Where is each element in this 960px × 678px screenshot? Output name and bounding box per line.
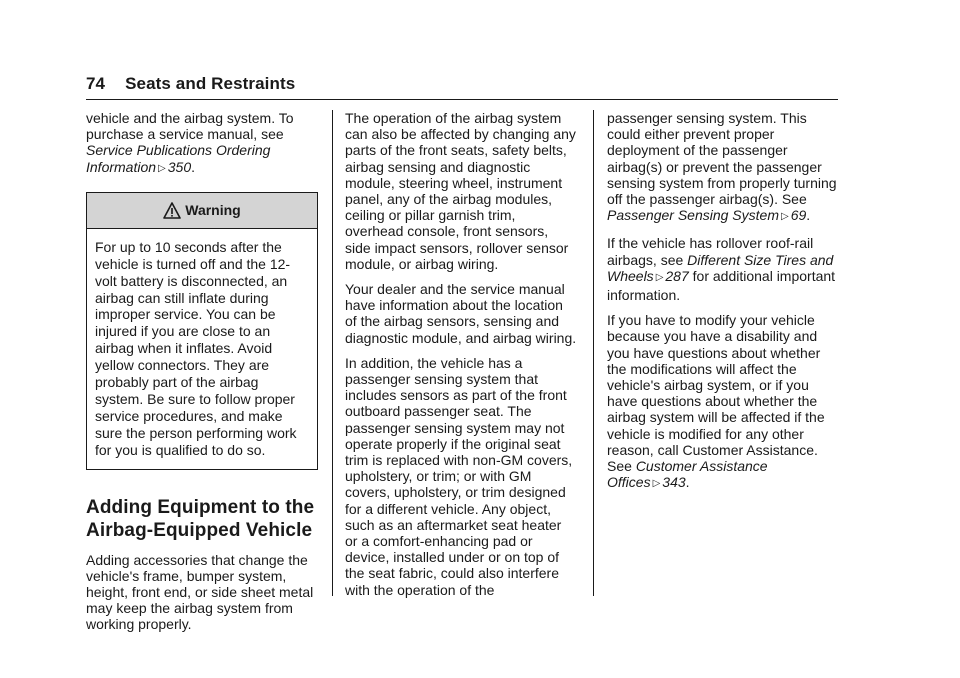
page-reference-arrow-icon: ▷: [652, 478, 661, 490]
warning-box: [86, 192, 318, 470]
cross-reference-page[interactable]: 69: [790, 207, 807, 224]
paragraph-text: If you have to modify your vehicle because you have a disability and you have questions about whether the modifications will affect the vehicle's airbag system, or if you have questions about whether the airbag system will be affected if the vehicle is modified for any other reason, call Customer Assistance. See: [607, 312, 825, 475]
paragraph-text: for additional important information.: [607, 267, 836, 304]
cross-reference-link[interactable]: Passenger Sensing System: [607, 207, 779, 224]
paragraph: [607, 110, 839, 226]
warning-body: For up to 10 seconds after the vehicle is turned off and the 12-volt battery is disconnected, an airbag can still inflate during improper service. You can be injured if you are close to an airbag when it inflates. Avoid yellow connectors. They are probably part of the airbag system. Be sure to follow proper service procedures, and make sure the person performing work for you is qualified to do so.: [95, 238, 297, 458]
cross-reference-page[interactable]: 350: [167, 158, 192, 175]
paragraph: The operation of the airbag system can also be affected by changing any parts of the front seats, safety belts, airbag sensing and diagnostic module, steering wheel, instrument panel, any of the airbag modules, ceiling or pillar garnish trim, overhead console, front sensors, side impact sensors, rollover sensor module, or airbag wiring.: [345, 110, 576, 272]
column-1: [86, 110, 318, 642]
paragraph-text: If the vehicle has rollover roof-rail airbags, see: [607, 235, 814, 268]
cross-reference-page[interactable]: 287: [665, 267, 689, 284]
cross-reference-page[interactable]: 343: [662, 474, 686, 491]
page-header: [86, 74, 295, 94]
column-divider: [593, 110, 594, 596]
paragraph: In addition, the vehicle has a passenger sensing system that includes sensors as part of the front outboard passenger seat. The passenger sensing system may not operate properly if the original seat trim is replaced with non-GM covers, upholstery, or trim; or with GM covers, upholstery, or trim designed for a different vehicle. Any object, such as an aftermarket seat heater or a comfort-enhancing pad or device, installed under or on top of the seat fabric, could also interfere with the operation of the: [345, 354, 573, 598]
warning-header: [87, 193, 317, 229]
cross-reference-link[interactable]: Different Size Tires and Wheels: [607, 251, 834, 284]
warning-triangle-icon: [163, 202, 181, 219]
paragraph: [607, 312, 839, 493]
page-reference-arrow-icon: ▷: [655, 271, 664, 283]
column-divider: [332, 110, 333, 596]
column-2: [345, 110, 577, 607]
paragraph: Your dealer and the service manual have information about the location of the airbag sensors, sensing and diagnostic module, and airbag wiring.: [345, 281, 577, 346]
header-rule: [86, 99, 838, 100]
sentence-end: .: [806, 207, 811, 224]
column-3: [607, 110, 839, 502]
section-heading: Adding Equipment to the Airbag-Equipped Vehicle: [86, 496, 315, 541]
sentence-end: .: [685, 474, 690, 491]
sentence-end: .: [191, 158, 195, 175]
paragraph: [607, 235, 839, 303]
section-paragraph: Adding accessories that change the vehicle's frame, bumper system, height, front end, or side sheet metal may keep the airbag system from working properly.: [86, 551, 314, 633]
page-title: Seats and Restraints: [125, 74, 296, 93]
paragraph-text: passenger sensing system. This could either prevent proper deployment of the passenger airbag(s) or prevent the passenger sensing system from properly turning off the passenger airbag(s). See: [607, 110, 837, 208]
page-reference-arrow-icon: ▷: [780, 211, 789, 223]
intro-text: vehicle and the airbag system. To purchase a service manual, see: [86, 110, 294, 143]
cross-reference-link[interactable]: Customer Assistance Offices: [607, 458, 768, 491]
warning-title: Warning: [185, 202, 241, 219]
page-reference-arrow-icon: ▷: [158, 162, 166, 174]
intro-paragraph: [86, 110, 318, 178]
page-number: 74: [86, 74, 106, 93]
cross-reference-link[interactable]: Service Publications Ordering Information: [86, 142, 271, 175]
